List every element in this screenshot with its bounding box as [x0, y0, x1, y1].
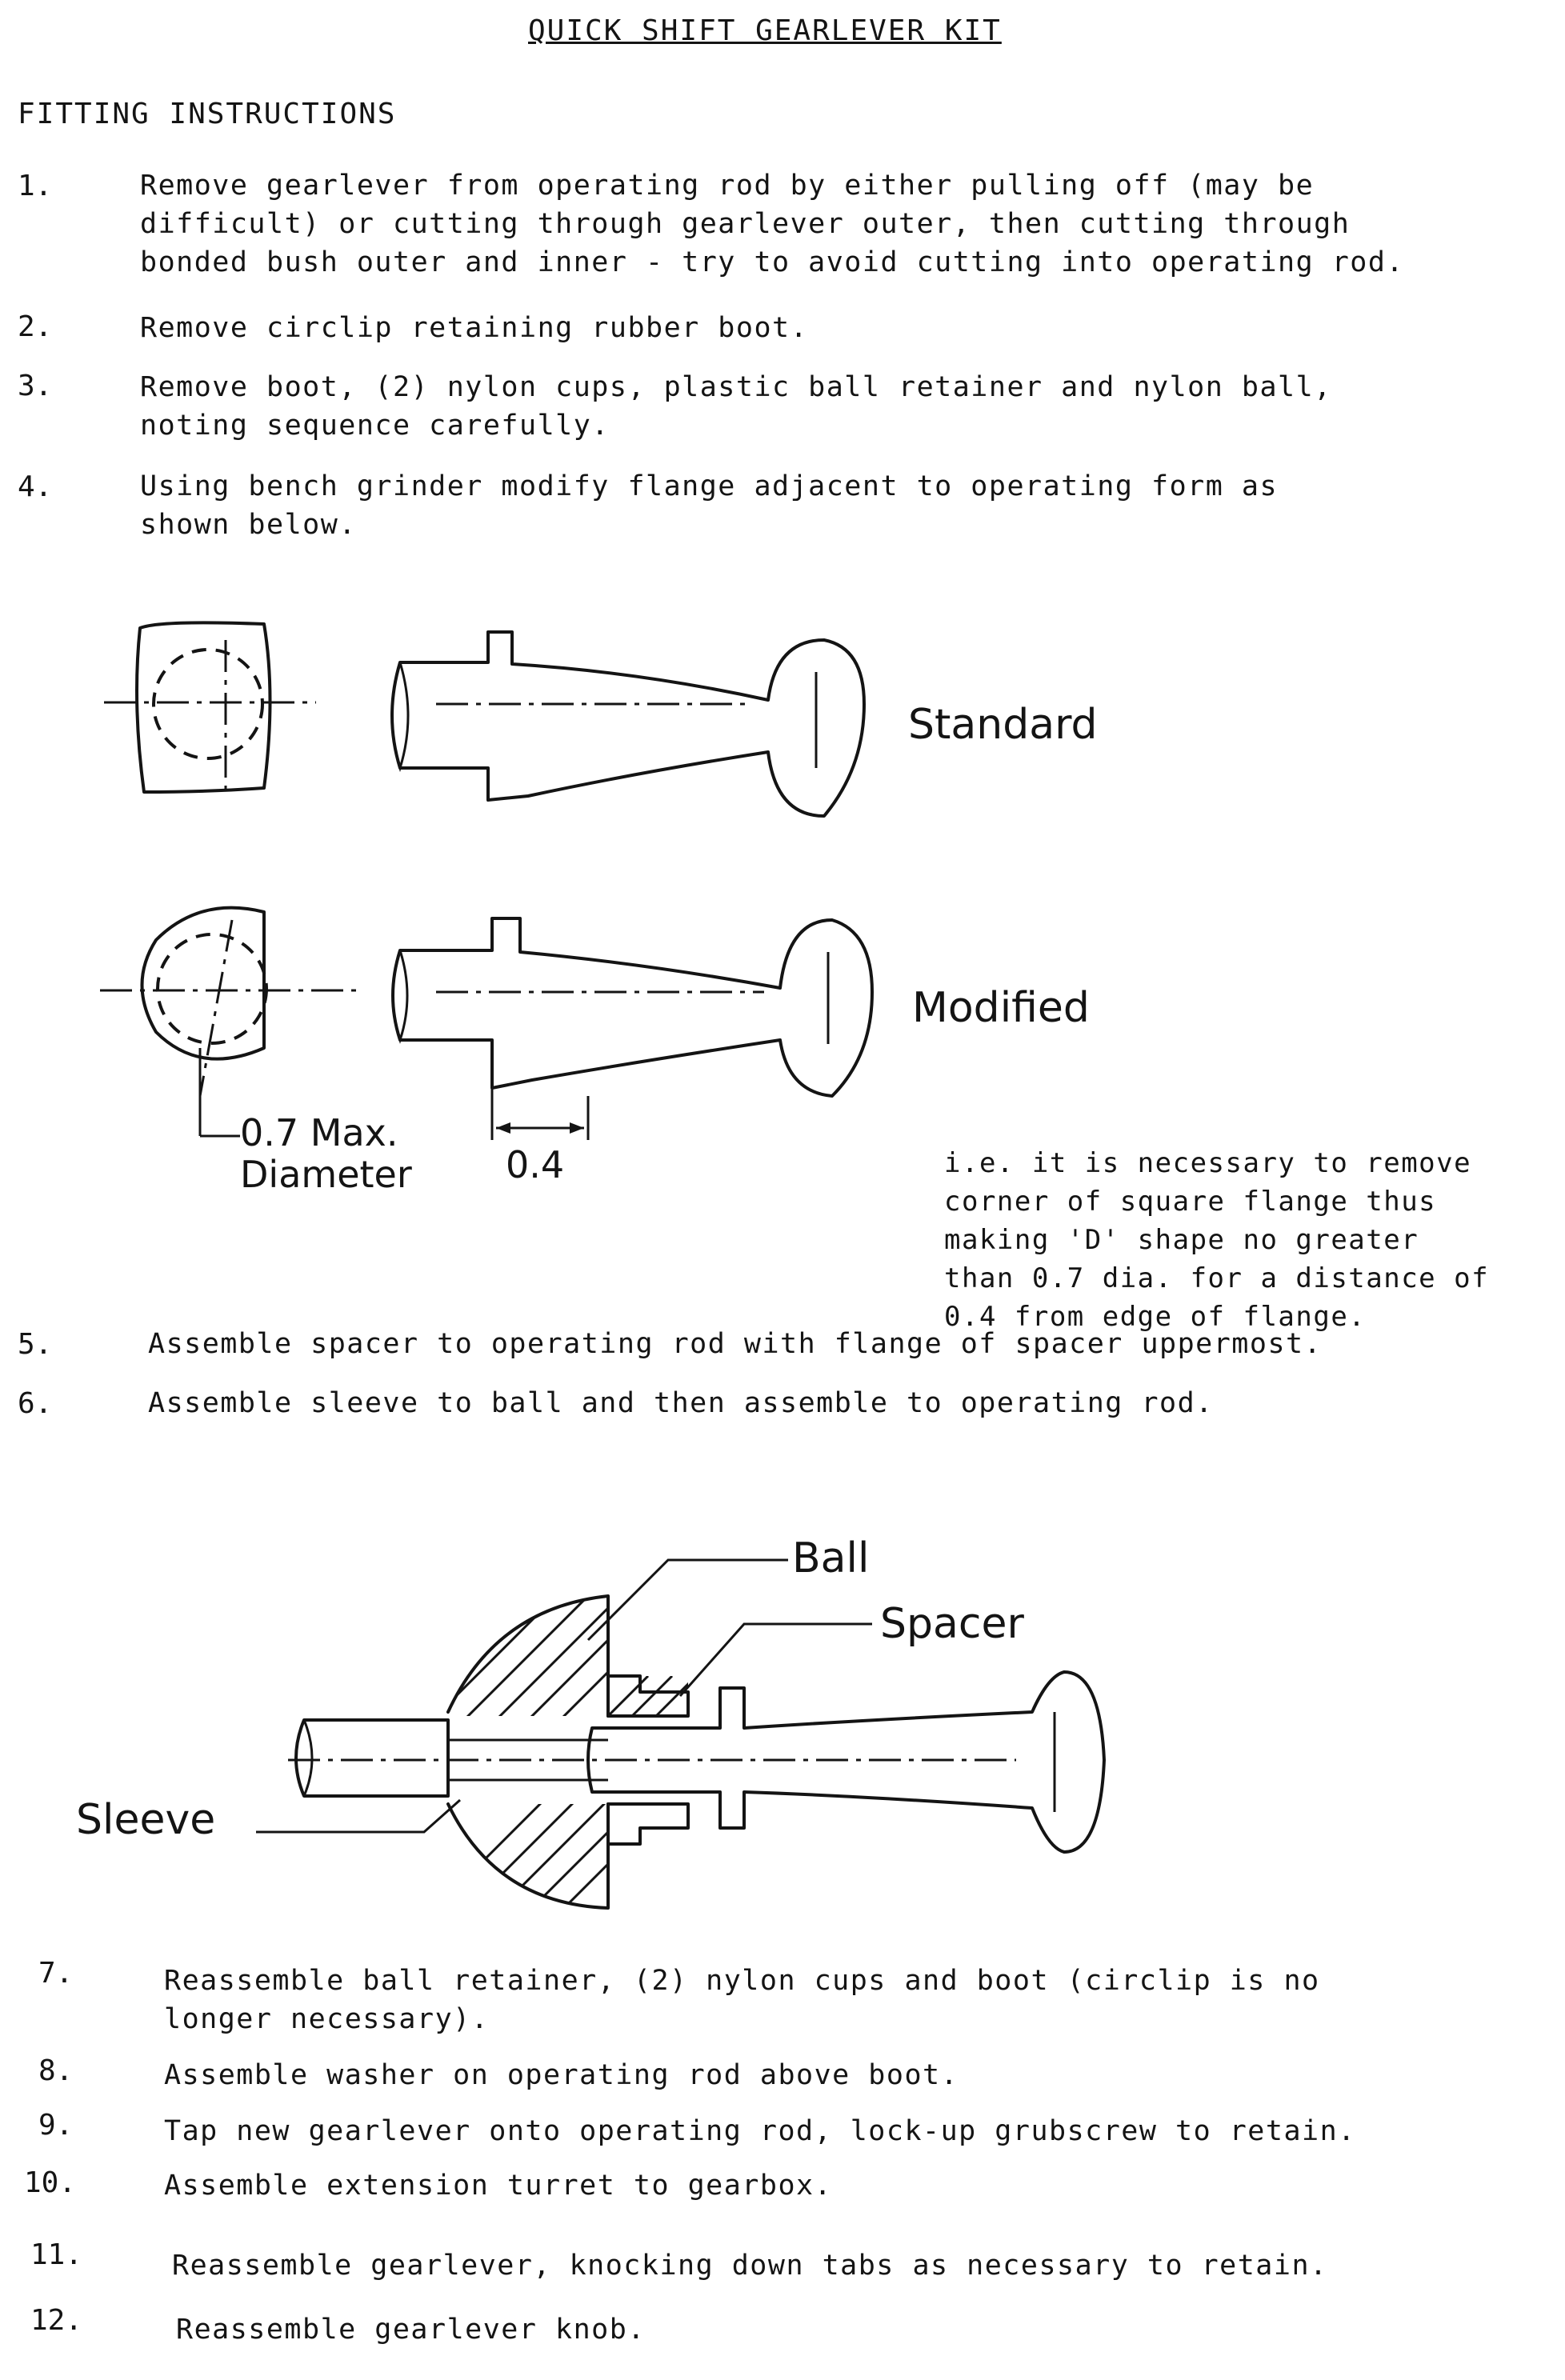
- step-text: Using bench grinder modify flange adjacent to operating form as shown below.: [140, 470, 1279, 541]
- step-number: 2.: [18, 310, 53, 343]
- step-text: Tap new gearlever onto operating rod, lock-up grubscrew to retain.: [164, 2115, 1356, 2147]
- spacer-label: Spacer: [880, 1600, 1024, 1648]
- step-number: 12.: [30, 2304, 83, 2337]
- standard-side-view: [392, 632, 864, 816]
- step-text: Remove circlip retaining rubber boot.: [140, 312, 809, 344]
- step-text: Remove gearlever from operating rod by either pulling off (may be difficult) or cutting through gearlever outer, then cutting through bonded bush outer and inner - try to avoid cutting into operating rod.: [140, 170, 1405, 278]
- modified-side-view: [393, 918, 872, 1096]
- step-number: 5.: [18, 1328, 53, 1361]
- step-number: 3.: [18, 370, 53, 402]
- section-heading: FITTING INSTRUCTIONS: [18, 98, 397, 130]
- step-text: Reassemble gearlever knob.: [176, 2314, 646, 2346]
- step-number: 8.: [38, 2054, 74, 2087]
- standard-label: Standard: [908, 701, 1098, 749]
- standard-end-view: [137, 622, 270, 792]
- modified-end-view: [142, 908, 265, 1059]
- operating-rod: [588, 1672, 1104, 1852]
- modified-label: Modified: [912, 984, 1090, 1032]
- step-text: Assemble extension turret to gearbox.: [164, 2170, 833, 2202]
- step-number: 11.: [30, 2238, 83, 2271]
- step-number: 7.: [38, 1957, 74, 1990]
- distance-label: 0.4: [506, 1143, 565, 1186]
- document-title: QUICK SHIFT GEARLEVER KIT: [528, 14, 1002, 47]
- sleeve: [296, 1720, 448, 1796]
- step-text: Assemble washer on operating rod above boot.: [164, 2059, 959, 2091]
- step-number: 10.: [24, 2166, 77, 2199]
- standard-bore-circle: [154, 650, 262, 758]
- step-text: Assemble spacer to operating rod with flange of spacer uppermost.: [148, 1328, 1323, 1360]
- max-diameter-label: 0.7 Max. Diameter: [240, 1111, 412, 1196]
- step-text: Reassemble gearlever, knocking down tabs as necessary to retain.: [172, 2250, 1328, 2282]
- step-text: Reassemble ball retainer, (2) nylon cups and boot (circlip is no longer necessary).: [164, 1965, 1320, 2035]
- step-number: 6.: [18, 1387, 53, 1420]
- step-number: 1.: [18, 170, 53, 202]
- step-number: 9.: [38, 2109, 74, 2142]
- sleeve-label: Sleeve: [76, 1796, 216, 1844]
- modification-note: i.e. it is necessary to remove corner of square flange thus making 'D' shape no greater than 0.7 dia. for a distance of 0.4 from edge of flange.: [944, 1147, 1490, 1333]
- step-text: Remove boot, (2) nylon cups, plastic ball retainer and nylon ball, noting sequence carefully.: [140, 371, 1332, 442]
- ball-label: Ball: [792, 1534, 870, 1582]
- step-text: Assemble sleeve to ball and then assemble to operating rod.: [148, 1387, 1214, 1419]
- step-number: 4.: [18, 470, 53, 503]
- ball: [448, 1596, 608, 1908]
